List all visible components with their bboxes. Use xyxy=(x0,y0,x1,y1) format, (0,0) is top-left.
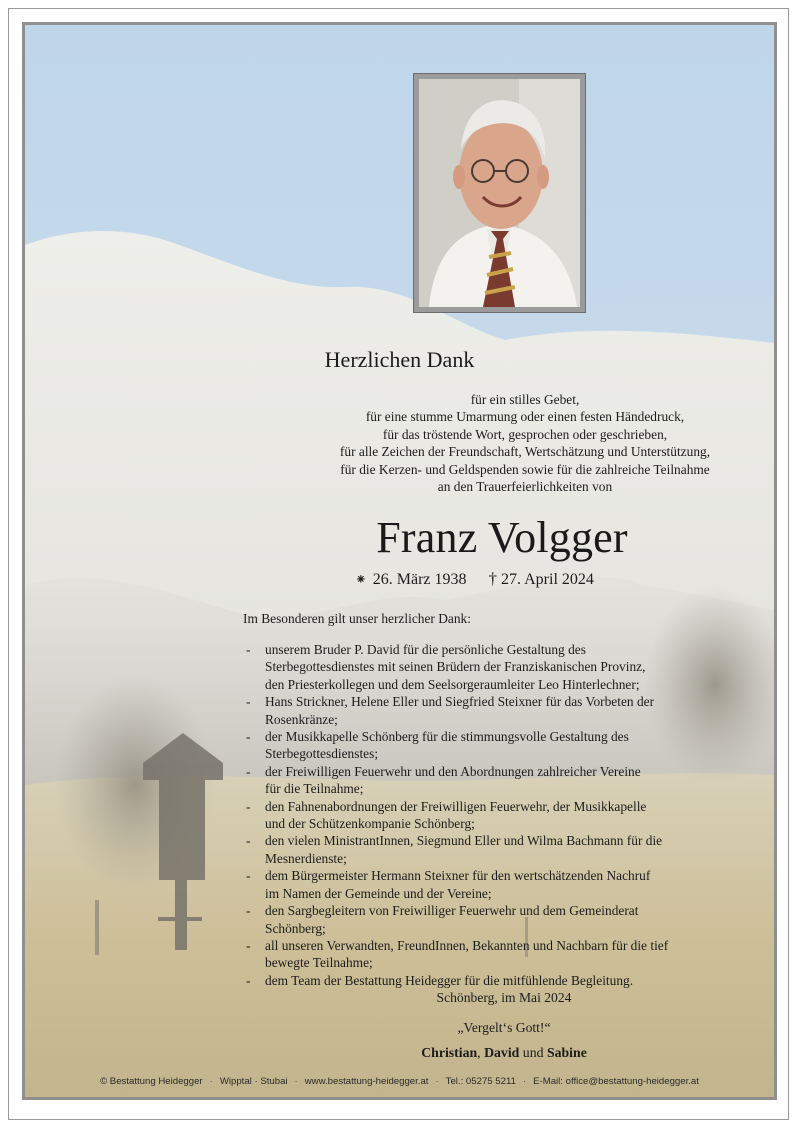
list-item-line: Sterbegottesdienstes mit seinen Brüdern der Franziskanischen Provinz, xyxy=(265,659,646,675)
list-dash: - xyxy=(246,729,251,745)
list-item xyxy=(243,693,773,728)
content-layer xyxy=(25,25,774,1097)
list-item-line: all unseren Verwandten, FreundInnen, Bekannten und Nachbarn für die tief xyxy=(265,937,669,953)
thanks-line: für die Kerzen- und Geldspenden sowie für die zahlreiche Teilnahme xyxy=(340,461,710,477)
list-item-line: im Namen der Gemeinde und der Vereine; xyxy=(265,885,492,901)
list-item-line: Sterbegottesdienstes; xyxy=(265,746,379,762)
inner-frame xyxy=(22,22,777,1100)
list-item-line: der Musikkapelle Schönberg für die stimmungsvolle Gestaltung des xyxy=(265,729,629,745)
thanks-list xyxy=(243,641,773,989)
signature xyxy=(25,1045,777,1061)
title-heading: Herzlichen Dank xyxy=(324,347,475,372)
footer-separator: · xyxy=(435,1076,439,1087)
list-item xyxy=(243,902,773,937)
list-item-line: für die Teilnahme; xyxy=(265,781,364,797)
list-item xyxy=(243,972,773,989)
footer xyxy=(0,1076,799,1087)
life-dates xyxy=(355,569,594,589)
signer-separator: , xyxy=(477,1045,485,1060)
list-item-line: den Fahnenabordnungen der Freiwilligen Feuerwehr, der Musikkapelle xyxy=(265,798,647,814)
deceased-name: Franz Volgger xyxy=(376,513,628,562)
portrait-photo xyxy=(413,73,586,313)
list-item xyxy=(243,832,773,867)
list-item-line: den vielen MinistrantInnen, Siegmund Eller und Wilma Bachmann für die xyxy=(265,833,663,849)
list-item xyxy=(243,798,773,833)
footer-separator: · xyxy=(294,1076,298,1087)
closing-quote: „Vergelt‘s Gott!“ xyxy=(457,1020,551,1035)
list-item-line: der Freiwilligen Feuerwehr und den Abordnungen zahlreicher Vereine xyxy=(265,763,641,779)
list-item xyxy=(243,867,773,902)
death-date: 27. April 2024 xyxy=(501,571,594,588)
list-item xyxy=(243,728,773,763)
portrait-illustration xyxy=(419,79,580,307)
footer-separator: · xyxy=(522,1076,527,1087)
list-item xyxy=(243,937,773,972)
list-dash: - xyxy=(246,642,251,657)
footer-item: © Bestattung Heidegger xyxy=(100,1076,203,1087)
list-dash: - xyxy=(246,798,251,814)
list-item xyxy=(243,641,773,693)
footer-item: Wipptal · Stubai xyxy=(219,1076,288,1087)
signer-name: Sabine xyxy=(546,1045,587,1060)
thanks-line: für ein stilles Gebet, xyxy=(470,392,580,407)
thanks-line: für das tröstende Wort, gesprochen oder geschrieben, xyxy=(382,426,668,442)
intro-text: Im Besonderen gilt unser herzlicher Dank: xyxy=(243,611,471,626)
signer-and: und xyxy=(519,1045,547,1060)
footer-item: Tel.: 05275 5211 xyxy=(445,1076,516,1087)
footer-item: E-Mail: office@bestattung-heidegger.at xyxy=(533,1076,699,1087)
thanks-line: für eine stumme Umarmung oder einen festen Händedruck, xyxy=(365,409,685,425)
thanks-paragraph xyxy=(245,391,777,495)
list-item-line: den Sargbegleitern von Freiwilliger Feuerwehr und dem Gemeinderat xyxy=(265,903,639,919)
signer-name: Christian xyxy=(421,1045,478,1060)
list-item-line: Schönberg; xyxy=(265,920,326,936)
list-dash: - xyxy=(246,903,251,919)
list-item-line: dem Bürgermeister Hermann Steixner für den wertschätzenden Nachruf xyxy=(265,868,651,884)
place-date: Schönberg, im Mai 2024 xyxy=(436,990,572,1005)
list-dash: - xyxy=(246,972,251,988)
list-dash: - xyxy=(246,694,251,710)
list-dash: - xyxy=(246,763,251,779)
thanks-line: für alle Zeichen der Freundschaft, Wertschätzung und Unterstützung, xyxy=(339,444,711,460)
list-item-line: unserem Bruder P. David für die persönliche Gestaltung des xyxy=(265,642,586,657)
list-item-line: Hans Strickner, Helene Eller und Siegfried Steixner für das Vorbeten der xyxy=(265,694,655,710)
birth-star-icon: ⁕ xyxy=(355,573,367,588)
list-item-line: den Priesterkollegen und dem Seelsorgeraumleiter Leo Hinterlechner; xyxy=(265,676,640,692)
list-dash: - xyxy=(246,833,251,849)
list-item xyxy=(243,763,773,798)
thanks-line: an den Trauerfeierlichkeiten von xyxy=(437,479,613,495)
footer-item: www.bestattung-heidegger.at xyxy=(304,1076,429,1087)
birth-date: 26. März 1938 xyxy=(372,571,467,588)
death-cross-icon: † xyxy=(488,569,497,588)
list-item-line: Mesnerdienste; xyxy=(265,850,347,866)
list-item-line: bewegte Teilnahme; xyxy=(265,955,373,971)
signer-name: David xyxy=(484,1045,520,1060)
list-dash: - xyxy=(246,868,251,884)
list-item-line: und der Schützenkompanie Schönberg; xyxy=(265,816,475,832)
list-item-line: dem Team der Bestattung Heidegger für die mitfühlende Begleitung. xyxy=(265,972,634,988)
list-item-line: Rosenkränze; xyxy=(265,711,338,727)
footer-separator: · xyxy=(209,1076,213,1087)
list-dash: - xyxy=(246,937,251,953)
